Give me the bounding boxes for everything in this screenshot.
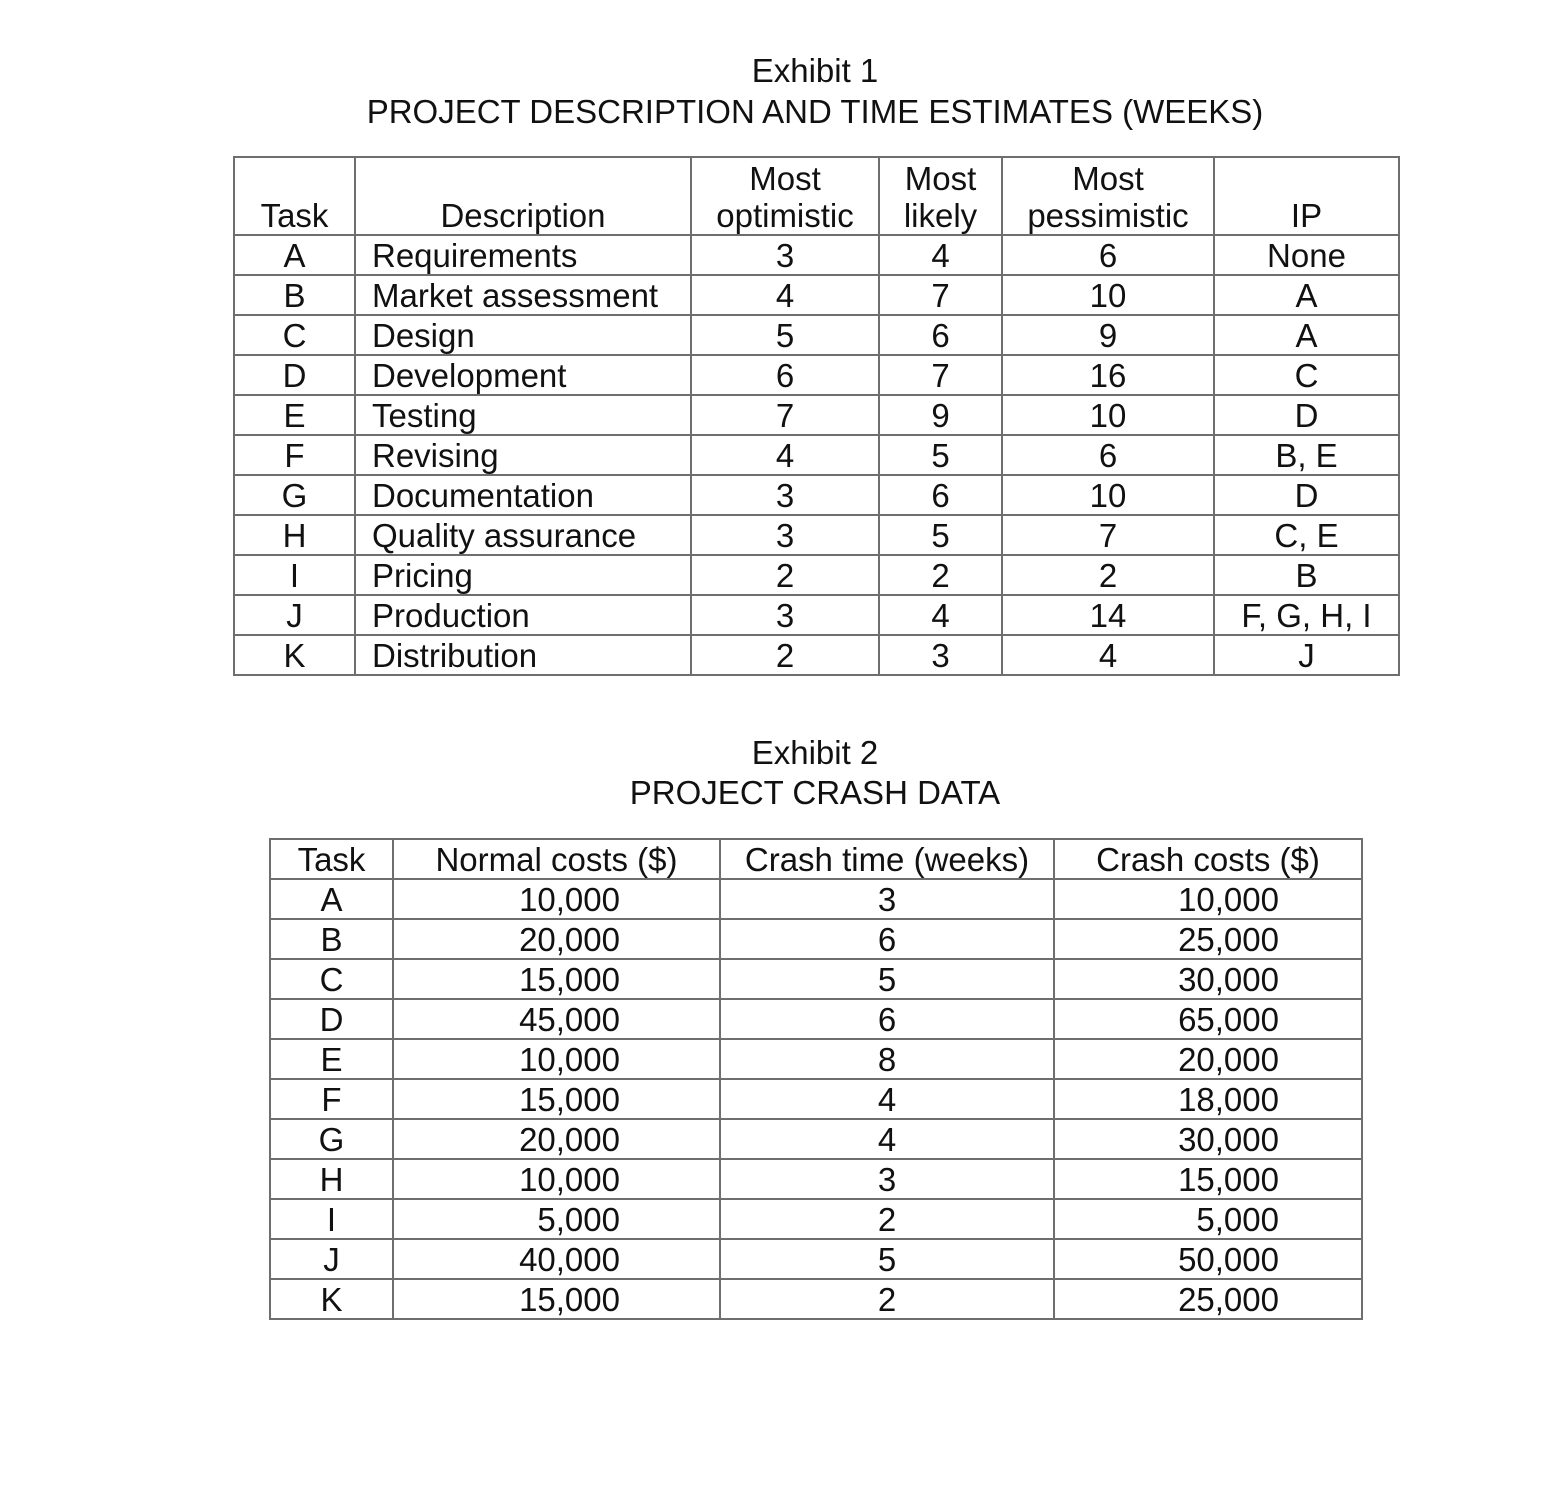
most-optimistic-cell: 7 [691,395,879,435]
ip-cell: D [1214,395,1399,435]
task-cell: E [270,1039,393,1079]
description-cell: Distribution [355,635,691,675]
most-pessimistic-cell: 2 [1002,555,1214,595]
most-optimistic-cell: 2 [691,555,879,595]
task-cell: F [270,1079,393,1119]
task-cell: H [234,515,355,555]
table-row [270,879,1362,919]
ip-cell: B, E [1214,435,1399,475]
ip-cell: None [1214,235,1399,275]
ip-cell: C, E [1214,515,1399,555]
most-optimistic-cell: 2 [691,635,879,675]
ip-cell: D [1214,475,1399,515]
task-cell: G [270,1119,393,1159]
table-row [270,1079,1362,1119]
ip-cell: B [1214,555,1399,595]
normal-costs-cell: 45,000 [393,999,720,1039]
column-header-normal-costs: Normal costs ($) [393,839,720,879]
crash-costs-cell: 10,000 [1054,879,1362,919]
crash-costs-cell: 65,000 [1054,999,1362,1039]
task-cell: F [234,435,355,475]
most-pessimistic-cell: 4 [1002,635,1214,675]
crash-costs-cell: 5,000 [1054,1199,1362,1239]
task-cell: K [234,635,355,675]
most-likely-cell: 6 [879,475,1002,515]
table-row [234,515,1399,555]
column-header-task: Task [234,157,355,235]
normal-costs-cell: 40,000 [393,1239,720,1279]
table-row [270,1199,1362,1239]
most-pessimistic-cell: 16 [1002,355,1214,395]
normal-costs-cell: 15,000 [393,1279,720,1319]
crash-time-cell: 3 [720,1159,1054,1199]
table-row [270,1239,1362,1279]
task-cell: I [270,1199,393,1239]
most-likely-cell: 4 [879,595,1002,635]
ip-cell: F, G, H, I [1214,595,1399,635]
most-likely-cell: 4 [879,235,1002,275]
most-optimistic-cell: 4 [691,275,879,315]
crash-time-cell: 2 [720,1279,1054,1319]
normal-costs-cell: 20,000 [393,919,720,959]
description-cell: Revising [355,435,691,475]
description-cell: Pricing [355,555,691,595]
exhibit2-subtitle: PROJECT CRASH DATA [629,774,1001,811]
column-header-ip: IP [1214,157,1399,235]
crash-time-cell: 8 [720,1039,1054,1079]
task-cell: K [270,1279,393,1319]
task-cell: J [270,1239,393,1279]
task-cell: I [234,555,355,595]
crash-costs-cell: 30,000 [1054,1119,1362,1159]
description-cell: Market assessment [355,275,691,315]
most-pessimistic-cell: 10 [1002,275,1214,315]
task-cell: G [234,475,355,515]
crash-costs-cell: 18,000 [1054,1079,1362,1119]
most-pessimistic-cell: 7 [1002,515,1214,555]
table-row [270,959,1362,999]
ip-cell: C [1214,355,1399,395]
crash-time-cell: 6 [720,919,1054,959]
most-pessimistic-cell: 10 [1002,395,1214,435]
column-header-description: Description [355,157,691,235]
crash-data-table [269,838,1363,1320]
exhibit2-title: Exhibit 2 [751,734,879,771]
column-header-crash-time: Crash time (weeks) [720,839,1054,879]
description-cell: Production [355,595,691,635]
exhibit1-title: Exhibit 1 [751,52,879,89]
task-cell: D [270,999,393,1039]
most-likely-cell: 5 [879,435,1002,475]
table-row [270,919,1362,959]
most-likely-cell: 6 [879,315,1002,355]
description-cell: Quality assurance [355,515,691,555]
task-cell: C [270,959,393,999]
table-row [270,999,1362,1039]
table-row [234,555,1399,595]
ip-cell: A [1214,315,1399,355]
table-row [234,635,1399,675]
normal-costs-cell: 15,000 [393,1079,720,1119]
crash-time-cell: 6 [720,999,1054,1039]
most-pessimistic-cell: 10 [1002,475,1214,515]
most-likely-cell: 7 [879,355,1002,395]
most-likely-cell: 3 [879,635,1002,675]
ip-cell: A [1214,275,1399,315]
most-optimistic-cell: 3 [691,475,879,515]
task-cell: H [270,1159,393,1199]
description-cell: Testing [355,395,691,435]
normal-costs-cell: 20,000 [393,1119,720,1159]
crash-costs-cell: 20,000 [1054,1039,1362,1079]
task-cell: C [234,315,355,355]
ip-cell: J [1214,635,1399,675]
description-cell: Documentation [355,475,691,515]
normal-costs-cell: 15,000 [393,959,720,999]
task-cell: D [234,355,355,395]
crash-time-cell: 5 [720,1239,1054,1279]
most-pessimistic-cell: 14 [1002,595,1214,635]
task-cell: B [234,275,355,315]
most-optimistic-cell: 6 [691,355,879,395]
table-row [270,1119,1362,1159]
table-row [234,355,1399,395]
most-likely-cell: 9 [879,395,1002,435]
most-optimistic-cell: 5 [691,315,879,355]
table-header-row [234,157,1399,235]
table-row [270,1039,1362,1079]
most-likely-cell: 7 [879,275,1002,315]
column-header-most-pessimistic: Most pessimistic [1002,157,1214,235]
crash-time-cell: 4 [720,1119,1054,1159]
most-optimistic-cell: 3 [691,595,879,635]
crash-time-cell: 5 [720,959,1054,999]
most-optimistic-cell: 4 [691,435,879,475]
description-cell: Design [355,315,691,355]
normal-costs-cell: 5,000 [393,1199,720,1239]
task-cell: E [234,395,355,435]
column-header-most-likely: Most likely [879,157,1002,235]
most-optimistic-cell: 3 [691,235,879,275]
crash-costs-cell: 30,000 [1054,959,1362,999]
table-row [234,595,1399,635]
normal-costs-cell: 10,000 [393,1039,720,1079]
crash-costs-cell: 15,000 [1054,1159,1362,1199]
table-header-row [270,839,1362,879]
crash-time-cell: 3 [720,879,1054,919]
table-row [234,395,1399,435]
crash-costs-cell: 25,000 [1054,919,1362,959]
most-pessimistic-cell: 9 [1002,315,1214,355]
crash-costs-cell: 50,000 [1054,1239,1362,1279]
column-header-crash-costs: Crash costs ($) [1054,839,1362,879]
crash-costs-cell: 25,000 [1054,1279,1362,1319]
table-row [234,315,1399,355]
most-pessimistic-cell: 6 [1002,235,1214,275]
crash-time-cell: 2 [720,1199,1054,1239]
task-cell: A [270,879,393,919]
task-cell: B [270,919,393,959]
exhibit1-subtitle: PROJECT DESCRIPTION AND TIME ESTIMATES (WEEKS) [366,93,1264,130]
table-row [234,435,1399,475]
time-estimates-table [233,156,1400,676]
crash-time-cell: 4 [720,1079,1054,1119]
most-optimistic-cell: 3 [691,515,879,555]
task-cell: J [234,595,355,635]
most-likely-cell: 5 [879,515,1002,555]
task-cell: A [234,235,355,275]
most-pessimistic-cell: 6 [1002,435,1214,475]
table-row [270,1159,1362,1199]
description-cell: Requirements [355,235,691,275]
normal-costs-cell: 10,000 [393,1159,720,1199]
table-row [234,475,1399,515]
table-row [270,1279,1362,1319]
table-row [234,275,1399,315]
normal-costs-cell: 10,000 [393,879,720,919]
table-row [234,235,1399,275]
most-likely-cell: 2 [879,555,1002,595]
column-header-most-optimistic: Most optimistic [691,157,879,235]
column-header-task: Task [270,839,393,879]
description-cell: Development [355,355,691,395]
